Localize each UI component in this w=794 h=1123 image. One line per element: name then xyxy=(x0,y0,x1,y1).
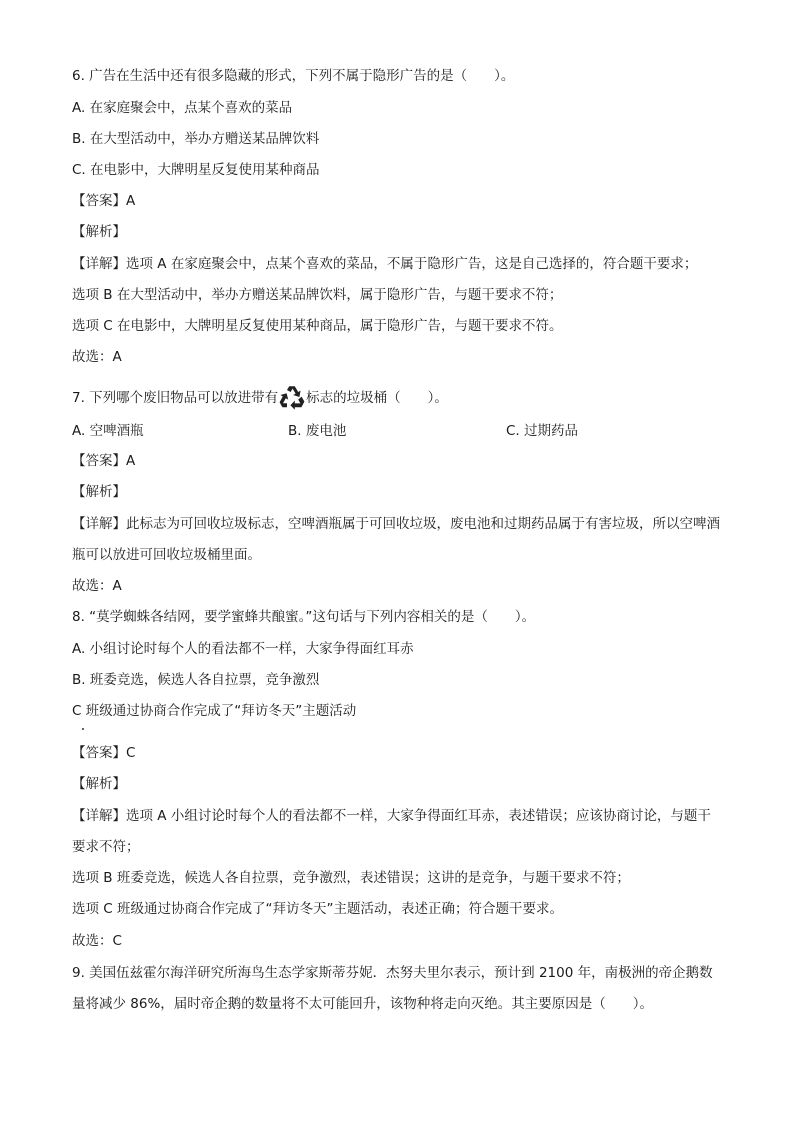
q6-choice: 故选：A xyxy=(72,349,122,365)
q6-detail-3: 选项 C 在电影中，大牌明星反复使用某种商品，属于隐形广告，与题干要求不符。 xyxy=(72,318,563,334)
q7-choice: 故选：A xyxy=(72,578,122,594)
q7-option-c: C. 过期药品 xyxy=(506,423,579,439)
q8-choice: 故选：C xyxy=(72,933,122,949)
q8-option-c: C 班级通过协商合作完成了“拜访冬天”主题活动 xyxy=(72,703,357,719)
q7-stem-before: 7. 下列哪个废旧物品可以放进带有 xyxy=(72,390,279,406)
q6-detail-2: 选项 B 在大型活动中，举办方赠送某品牌饮料，属于隐形广告，与题干要求不符； xyxy=(72,287,563,303)
q8-detail-1: 【详解】选项 A 小组讨论时每个人的看法都不一样，大家争得面红耳赤，表述错误；应该协商讨论，与题干要求不符； xyxy=(72,808,711,855)
q7-analysis-label: 【解析】 xyxy=(72,484,126,500)
q6-answer: 【答案】A xyxy=(72,193,136,209)
q7-option-b: B. 废电池 xyxy=(288,423,347,439)
q7-option-a: A. 空啤酒瓶 xyxy=(72,423,144,439)
q8-answer: 【答案】C xyxy=(72,745,136,761)
stray-mark xyxy=(82,728,84,730)
q8-option-b: B. 班委竞选，候选人各自拉票，竞争激烈 xyxy=(72,672,320,688)
recycle-icon xyxy=(279,384,305,410)
q6-option-a: A. 在家庭聚会中，点某个喜欢的菜品 xyxy=(72,100,293,116)
q8-analysis-label: 【解析】 xyxy=(72,776,126,792)
q6-analysis-label: 【解析】 xyxy=(72,224,126,240)
q8-option-a: A. 小组讨论时每个人的看法都不一样，大家争得面红耳赤 xyxy=(72,641,414,657)
q6-option-b: B. 在大型活动中，举办方赠送某品牌饮料 xyxy=(72,131,320,147)
q9-stem: 9. 美国伍兹霍尔海洋研究所海鸟生态学家斯蒂芬妮．杰努夫里尔表示，预计到 2100 年，南极洲的帝企鹅数量将减少 86%，届时帝企鹅的数量将不太可能回升，该物种将走向灭绝。其主要原因是（ ）。 xyxy=(72,965,713,1012)
q6-detail-1: 【详解】选项 A 在家庭聚会中，点某个喜欢的菜品，不属于隐形广告，这是自己选择的，符合题干要求； xyxy=(72,256,698,272)
q6-option-c: C. 在电影中，大牌明星反复使用某种商品 xyxy=(72,162,320,178)
q7-answer: 【答案】A xyxy=(72,453,136,469)
q7-stem-after: 标志的垃圾桶（ ）。 xyxy=(306,390,448,406)
q8-stem: 8. “莫学蜘蛛各结网，要学蜜蜂共酿蜜。”这句话与下列内容相关的是（ ）。 xyxy=(72,609,536,625)
q7-stem xyxy=(72,384,448,410)
q8-detail-3: 选项 C 班级通过协商合作完成了“拜访冬天”主题活动，表述正确；符合题干要求。 xyxy=(72,901,563,917)
q7-detail: 【详解】此标志为可回收垃圾标志，空啤酒瓶属于可回收垃圾，废电池和过期药品属于有害垃圾，所以空啤酒瓶可以放进可回收垃圾桶里面。 xyxy=(72,516,720,563)
q8-detail-2: 选项 B 班委竞选，候选人各自拉票，竞争激烈，表述错误；这讲的是竞争，与题干要求不符； xyxy=(72,870,630,886)
q6-stem: 6. 广告在生活中还有很多隐藏的形式，下列不属于隐形广告的是（ ）。 xyxy=(72,68,515,84)
q7-options xyxy=(72,422,732,440)
